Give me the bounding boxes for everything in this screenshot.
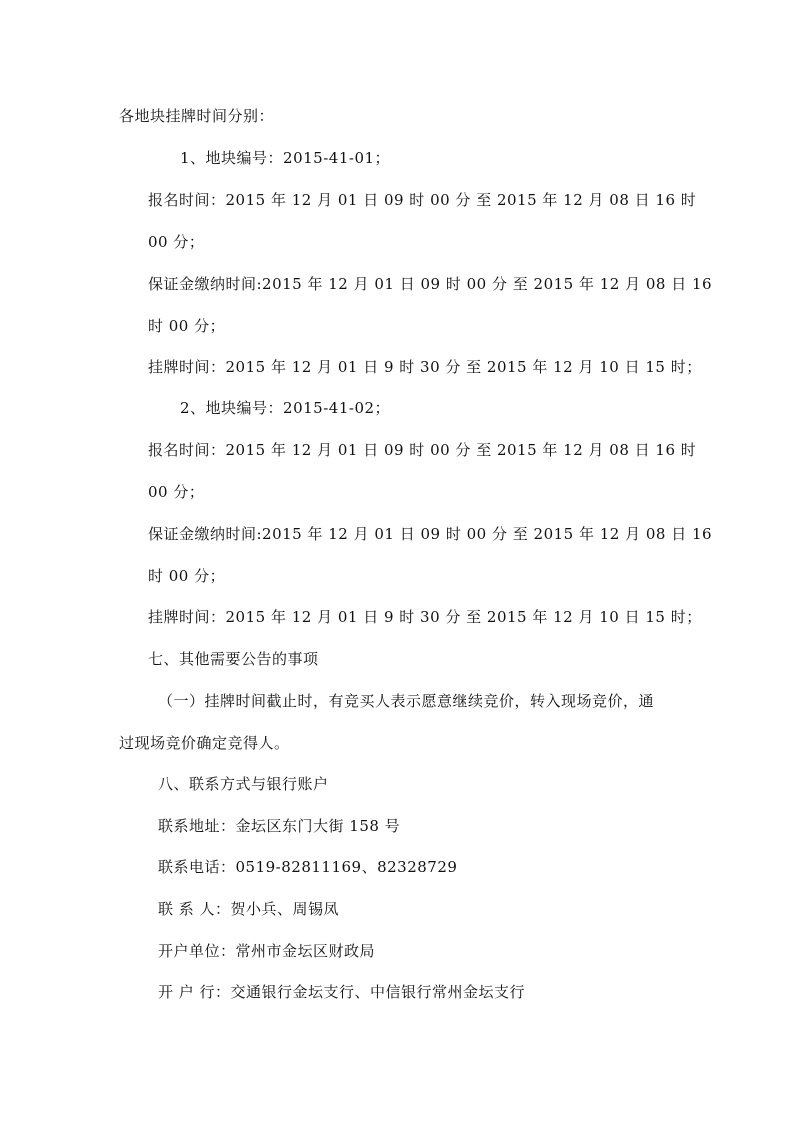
parcel-2-signup-line-2: 00 分；: [148, 483, 205, 501]
parcel-1-deposit-line-2: 时 00 分；: [148, 317, 226, 335]
section-7-paragraph-line-1: （一）挂牌时间截止时，有竞买人表示愿意继续竞价，转入现场竞价，通: [158, 692, 655, 710]
account-unit: 开户单位：常州市金坛区财政局: [158, 942, 376, 960]
intro-line: 各地块挂牌时间分别：: [119, 107, 275, 125]
section-7-heading: 七、其他需要公告的事项: [148, 650, 319, 668]
parcel-1-listing-time: 挂牌时间：2015 年 12 月 01 日 9 时 30 分 至 2015 年 12 月 10 日 15 时；: [148, 358, 702, 376]
parcel-2-deposit-line-2: 时 00 分；: [148, 567, 226, 585]
section-8-heading: 八、联系方式与银行账户: [158, 775, 329, 793]
parcel-2-signup-line-1: 报名时间：2015 年 12 月 01 日 09 时 00 分 至 2015 年 12 月 08 日 16 时: [148, 441, 697, 459]
contact-person: 联 系 人：贺小兵、周锡凤: [158, 900, 340, 918]
parcel-1-signup-line-1: 报名时间：2015 年 12 月 01 日 09 时 00 分 至 2015 年 12 月 08 日 16 时: [148, 191, 697, 209]
parcel-2-heading: 2、地块编号：2015-41-02；: [180, 399, 391, 417]
parcel-2-deposit-line-1: 保证金缴纳时间:2015 年 12 月 01 日 09 时 00 分 至 2015 年 12 月 08 日 16: [148, 525, 713, 543]
parcel-1-signup-line-2: 00 分；: [148, 233, 205, 251]
contact-address: 联系地址：金坛区东门大街 158 号: [158, 817, 401, 835]
parcel-1-heading: 1、地块编号：2015-41-01；: [180, 149, 391, 167]
parcel-1-deposit-line-1: 保证金缴纳时间:2015 年 12 月 01 日 09 时 00 分 至 2015 年 12 月 08 日 16: [148, 275, 713, 293]
account-bank: 开 户 行：交通银行金坛支行、中信银行常州金坛支行: [158, 983, 526, 1001]
parcel-2-listing-time: 挂牌时间：2015 年 12 月 01 日 9 时 30 分 至 2015 年 12 月 10 日 15 时；: [148, 608, 702, 626]
section-7-paragraph-line-2: 过现场竞价确定竞得人。: [119, 734, 290, 752]
contact-phone: 联系电话：0519-82811169、82328729: [158, 858, 458, 876]
